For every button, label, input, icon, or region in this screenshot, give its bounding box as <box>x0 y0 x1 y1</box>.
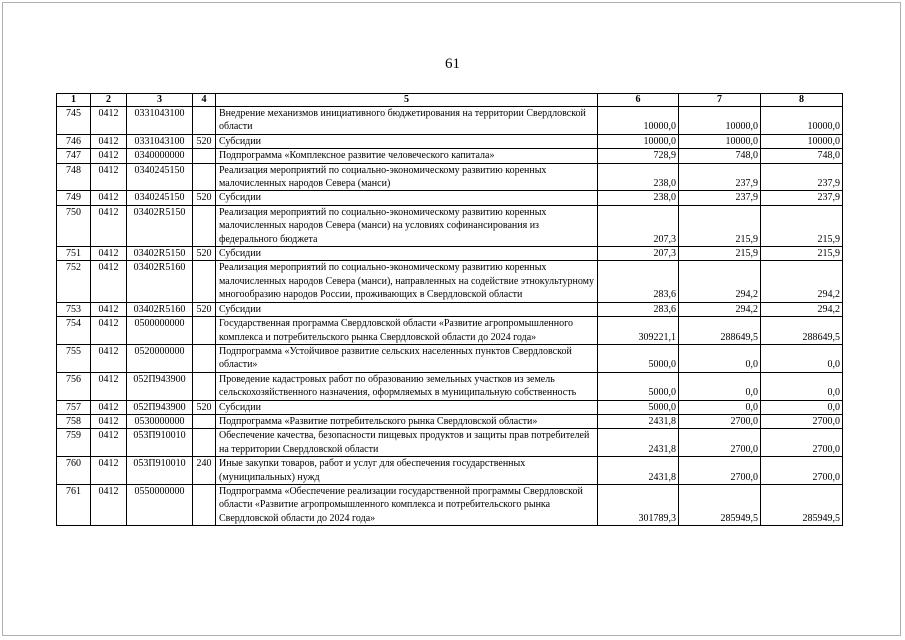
row-number: 747 <box>57 149 91 163</box>
target-article-code: 0550000000 <box>127 484 193 525</box>
item-name: Реализация мероприятий по социально-экономическому развитию коренных малочисленных народов Севера (манси) на условиях софинансирования из федерального бюджета <box>216 205 598 246</box>
amount-col-7: 288649,5 <box>679 317 761 345</box>
row-number: 754 <box>57 317 91 345</box>
amount-col-7: 2700,0 <box>679 457 761 485</box>
section-code: 0412 <box>91 205 127 246</box>
amount-col-6: 10000,0 <box>598 134 679 148</box>
row-number: 752 <box>57 261 91 302</box>
amount-col-6: 283,6 <box>598 302 679 316</box>
amount-col-8: 2700,0 <box>761 457 843 485</box>
item-name: Субсидии <box>216 400 598 414</box>
section-code: 0412 <box>91 107 127 135</box>
amount-col-8: 285949,5 <box>761 484 843 525</box>
amount-col-8: 10000,0 <box>761 107 843 135</box>
column-header-1: 1 <box>57 94 91 107</box>
target-article-code: 0331043100 <box>127 134 193 148</box>
expense-type-code <box>193 317 216 345</box>
amount-col-6: 5000,0 <box>598 400 679 414</box>
amount-col-6: 309221,1 <box>598 317 679 345</box>
amount-col-7: 285949,5 <box>679 484 761 525</box>
amount-col-6: 728,9 <box>598 149 679 163</box>
amount-col-7: 0,0 <box>679 372 761 400</box>
item-name: Иные закупки товаров, работ и услуг для обеспечения государственных (муниципальных) нужд <box>216 457 598 485</box>
expense-type-code: 520 <box>193 302 216 316</box>
row-number: 753 <box>57 302 91 316</box>
item-name: Государственная программа Свердловской области «Развитие агропромышленного комплекса и потребительского рынка Свердловской области до 2024 года» <box>216 317 598 345</box>
row-number: 755 <box>57 344 91 372</box>
amount-col-7: 2700,0 <box>679 414 761 428</box>
expense-type-code: 520 <box>193 191 216 205</box>
table-row <box>57 205 843 246</box>
item-name: Субсидии <box>216 134 598 148</box>
amount-col-6: 238,0 <box>598 163 679 191</box>
column-header-2: 2 <box>91 94 127 107</box>
column-header-5: 5 <box>216 94 598 107</box>
item-name: Обеспечение качества, безопасности пищевых продуктов и защиты прав потребителей на территории Свердловской области <box>216 429 598 457</box>
expense-type-code: 520 <box>193 247 216 261</box>
table-body <box>57 107 843 526</box>
expense-type-code <box>193 372 216 400</box>
table-row <box>57 457 843 485</box>
section-code: 0412 <box>91 149 127 163</box>
target-article-code: 0520000000 <box>127 344 193 372</box>
row-number: 760 <box>57 457 91 485</box>
amount-col-8: 2700,0 <box>761 414 843 428</box>
amount-col-7: 2700,0 <box>679 429 761 457</box>
table-row <box>57 484 843 525</box>
item-name: Подпрограмма «Комплексное развитие человеческого капитала» <box>216 149 598 163</box>
target-article-code: 03402R5150 <box>127 247 193 261</box>
expense-type-code <box>193 149 216 163</box>
row-number: 759 <box>57 429 91 457</box>
budget-table <box>56 93 843 526</box>
amount-col-7: 0,0 <box>679 400 761 414</box>
row-number: 745 <box>57 107 91 135</box>
expense-type-code: 520 <box>193 400 216 414</box>
item-name: Субсидии <box>216 191 598 205</box>
column-header-4: 4 <box>193 94 216 107</box>
amount-col-8: 288649,5 <box>761 317 843 345</box>
section-code: 0412 <box>91 429 127 457</box>
column-header-7: 7 <box>679 94 761 107</box>
expense-type-code: 520 <box>193 134 216 148</box>
table-row <box>57 302 843 316</box>
amount-col-7: 10000,0 <box>679 107 761 135</box>
target-article-code: 0340000000 <box>127 149 193 163</box>
amount-col-8: 294,2 <box>761 302 843 316</box>
amount-col-6: 301789,3 <box>598 484 679 525</box>
section-code: 0412 <box>91 261 127 302</box>
row-number: 756 <box>57 372 91 400</box>
column-header-6: 6 <box>598 94 679 107</box>
target-article-code: 0500000000 <box>127 317 193 345</box>
expense-type-code <box>193 107 216 135</box>
section-code: 0412 <box>91 414 127 428</box>
amount-col-7: 294,2 <box>679 261 761 302</box>
target-article-code: 053П910010 <box>127 457 193 485</box>
expense-type-code: 240 <box>193 457 216 485</box>
row-number: 748 <box>57 163 91 191</box>
amount-col-8: 2700,0 <box>761 429 843 457</box>
section-code: 0412 <box>91 302 127 316</box>
amount-col-6: 10000,0 <box>598 107 679 135</box>
header-row <box>57 94 843 107</box>
amount-col-6: 2431,8 <box>598 457 679 485</box>
amount-col-7: 237,9 <box>679 191 761 205</box>
expense-type-code <box>193 484 216 525</box>
section-code: 0412 <box>91 163 127 191</box>
section-code: 0412 <box>91 457 127 485</box>
amount-col-6: 283,6 <box>598 261 679 302</box>
amount-col-6: 207,3 <box>598 247 679 261</box>
target-article-code: 052П943900 <box>127 372 193 400</box>
table-row <box>57 344 843 372</box>
table-row <box>57 134 843 148</box>
amount-col-7: 215,9 <box>679 247 761 261</box>
table-row <box>57 317 843 345</box>
section-code: 0412 <box>91 191 127 205</box>
table-row <box>57 414 843 428</box>
table-row <box>57 191 843 205</box>
item-name: Подпрограмма «Развитие потребительского рынка Свердловской области» <box>216 414 598 428</box>
row-number: 750 <box>57 205 91 246</box>
item-name: Субсидии <box>216 247 598 261</box>
section-code: 0412 <box>91 247 127 261</box>
item-name: Проведение кадастровых работ по образованию земельных участков из земель сельскохозяйственного назначения, оформляемых в муниципальную собственность <box>216 372 598 400</box>
row-number: 757 <box>57 400 91 414</box>
expense-type-code <box>193 163 216 191</box>
page-number: 61 <box>445 56 460 72</box>
table-row <box>57 149 843 163</box>
amount-col-8: 215,9 <box>761 205 843 246</box>
amount-col-8: 294,2 <box>761 261 843 302</box>
target-article-code: 0331043100 <box>127 107 193 135</box>
expense-type-code <box>193 344 216 372</box>
expense-type-code <box>193 205 216 246</box>
section-code: 0412 <box>91 372 127 400</box>
item-name: Внедрение механизмов инициативного бюджетирования на территории Свердловской области <box>216 107 598 135</box>
amount-col-7: 215,9 <box>679 205 761 246</box>
amount-col-7: 748,0 <box>679 149 761 163</box>
amount-col-8: 10000,0 <box>761 134 843 148</box>
row-number: 746 <box>57 134 91 148</box>
amount-col-7: 10000,0 <box>679 134 761 148</box>
table-row <box>57 261 843 302</box>
column-header-8: 8 <box>761 94 843 107</box>
section-code: 0412 <box>91 134 127 148</box>
table-row <box>57 107 843 135</box>
item-name: Подпрограмма «Устойчивое развитие сельских населенных пунктов Свердловской области» <box>216 344 598 372</box>
target-article-code: 0340245150 <box>127 163 193 191</box>
expense-type-code <box>193 414 216 428</box>
amount-col-6: 2431,8 <box>598 414 679 428</box>
item-name: Реализация мероприятий по социально-экономическому развитию коренных малочисленных народов Севера (манси), направленных на содействие этнокультурному многообразию народов России, проживающих в Свердловской области <box>216 261 598 302</box>
table-row <box>57 163 843 191</box>
row-number: 749 <box>57 191 91 205</box>
item-name: Субсидии <box>216 302 598 316</box>
section-code: 0412 <box>91 317 127 345</box>
section-code: 0412 <box>91 344 127 372</box>
amount-col-8: 237,9 <box>761 191 843 205</box>
expense-type-code <box>193 429 216 457</box>
section-code: 0412 <box>91 400 127 414</box>
target-article-code: 03402R5150 <box>127 205 193 246</box>
amount-col-6: 5000,0 <box>598 344 679 372</box>
item-name: Подпрограмма «Обеспечение реализации государственной программы Свердловской области «Развитие агропромышленного комплекса и потребительского рынка Свердловской области до 2024 года» <box>216 484 598 525</box>
item-name: Реализация мероприятий по социально-экономическому развитию коренных малочисленных народов Севера (манси) <box>216 163 598 191</box>
target-article-code: 0530000000 <box>127 414 193 428</box>
column-header-3: 3 <box>127 94 193 107</box>
amount-col-7: 237,9 <box>679 163 761 191</box>
amount-col-8: 237,9 <box>761 163 843 191</box>
target-article-code: 0340245150 <box>127 191 193 205</box>
target-article-code: 03402R5160 <box>127 261 193 302</box>
amount-col-8: 0,0 <box>761 372 843 400</box>
amount-col-8: 0,0 <box>761 400 843 414</box>
table-row <box>57 400 843 414</box>
table-row <box>57 429 843 457</box>
target-article-code: 03402R5160 <box>127 302 193 316</box>
row-number: 761 <box>57 484 91 525</box>
table-row <box>57 372 843 400</box>
expense-type-code <box>193 261 216 302</box>
amount-col-6: 238,0 <box>598 191 679 205</box>
table-row <box>57 247 843 261</box>
section-code: 0412 <box>91 484 127 525</box>
target-article-code: 053П910010 <box>127 429 193 457</box>
amount-col-8: 0,0 <box>761 344 843 372</box>
amount-col-7: 0,0 <box>679 344 761 372</box>
amount-col-6: 2431,8 <box>598 429 679 457</box>
target-article-code: 052П943900 <box>127 400 193 414</box>
amount-col-6: 207,3 <box>598 205 679 246</box>
amount-col-8: 215,9 <box>761 247 843 261</box>
amount-col-8: 748,0 <box>761 149 843 163</box>
row-number: 758 <box>57 414 91 428</box>
amount-col-6: 5000,0 <box>598 372 679 400</box>
row-number: 751 <box>57 247 91 261</box>
amount-col-7: 294,2 <box>679 302 761 316</box>
